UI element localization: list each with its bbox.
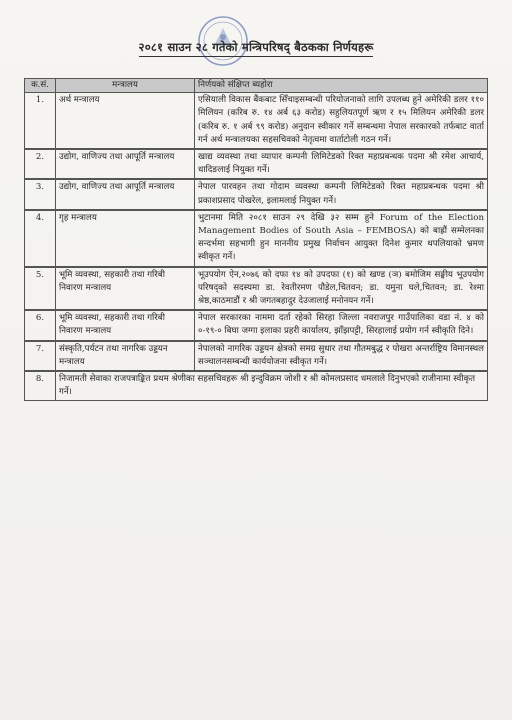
table-row bbox=[25, 149, 488, 179]
row-ministry: उद्योग, वाणिज्य तथा आपूर्ति मन्त्रालय bbox=[56, 179, 195, 209]
row-decision: भूउपयोग ऐन,२०७६ को दफा १४ को उपदफा (१) को खण्ड (ञ) बमोजिम सङ्घीय भूउपयोग परिषद्को सदस्यमा डा. रेवतीरमण पौडेल,चितवन; डा. यमुना घले,चितवन; डा. रेश्मा श्रेष्ठ,काठमाडौं र श्री जगतबहादुर देउजालाई मनोनयन गर्ने। bbox=[195, 267, 488, 311]
row-ministry: भूमि व्यवस्था, सहकारी तथा गरिबी निवारण मन्त्रालय bbox=[56, 267, 195, 311]
row-ministry: गृह मन्त्रालय bbox=[56, 210, 195, 267]
table-row bbox=[25, 179, 488, 209]
row-sn: 5. bbox=[25, 267, 56, 311]
row-decision: नेपालको नागरिक उड्डयन क्षेत्रको समग्र सुधार तथा गौतमबुद्ध र पोखरा अन्तर्राष्ट्रिय विमानस्थल सञ्चालनसम्बन्धी कार्ययोजना स्वीकृत गर्ने। bbox=[195, 341, 488, 371]
page-title: २०८१ साउन २८ गतेको मन्त्रिपरिषद् बैठकका निर्णयहरू bbox=[139, 40, 374, 57]
header-ministry: मन्त्रालय bbox=[56, 79, 195, 93]
row-sn: 7. bbox=[25, 341, 56, 371]
table-row bbox=[25, 93, 488, 149]
row-decision: नेपाल सरकारका नाममा दर्ता रहेको सिरहा जिल्ला नवराजपुर गाउँपालिका वडा नं. ४ को ०-१९-० बिघा जग्गा इलाका प्रहरी कार्यालय, झाँझपट्टी, सिरहालाई प्रयोग गर्न स्वीकृति दिने। bbox=[195, 310, 488, 340]
row-sn: 3. bbox=[25, 179, 56, 209]
row-decision: नेपाल पारवहन तथा गोदाम व्यवस्था कम्पनी लिमिटेडको रिक्त महाप्रबन्धक पदमा श्री प्रकाशप्रसाद पोखरेल, इलामलाई नियुक्त गर्ने। bbox=[195, 179, 488, 209]
row-sn: 1. bbox=[25, 93, 56, 149]
table-row bbox=[25, 371, 488, 401]
row-decision: भुटानमा मिति २०८१ साउन २९ देखि ३२ सम्म हुने Forum of the Election Management Bodies of South Asia – FEMBOSA) को बाह्रौं सम्मेलनका सन्दर्भमा सहभागी हुन माननीय प्रमुख निर्वाचन आयुक्त दिनेश कुमार थपलियाको भ्रमण स्वीकृत गर्ने। bbox=[195, 210, 488, 267]
row-sn: 2. bbox=[25, 149, 56, 179]
row-ministry: उद्योग, वाणिज्य तथा आपूर्ति मन्त्रालय bbox=[56, 149, 195, 179]
table-row bbox=[25, 310, 488, 340]
decisions-table bbox=[24, 78, 488, 401]
row-sn: 8. bbox=[25, 371, 56, 401]
table-row bbox=[25, 267, 488, 311]
row-ministry: संस्कृति,पर्यटन तथा नागरिक उड्डयन मन्त्रालय bbox=[56, 341, 195, 371]
table-row bbox=[25, 341, 488, 371]
row-decision: खाद्य व्यवस्था तथा व्यापार कम्पनी लिमिटेडको रिक्त महाप्रबन्धक पदमा श्री रमेश आचार्य, धादिङलाई नियुक्त गर्ने। bbox=[195, 149, 488, 179]
table-row bbox=[25, 210, 488, 267]
table-header-row bbox=[25, 79, 488, 93]
row-sn: 6. bbox=[25, 310, 56, 340]
row-sn: 4. bbox=[25, 210, 56, 267]
row-ministry: भूमि व्यवस्था, सहकारी तथा गरिबी निवारण मन्त्रालय bbox=[56, 310, 195, 340]
header-decision: निर्णयको संक्षिप्त ब्यहोरा bbox=[195, 79, 488, 93]
row-decision-merged: निजामती सेवाका राजपत्राङ्कित प्रथम श्रेणीका सहसचिवहरू श्री इन्दुविक्रम जोशी र श्री कोमलप्रसाद धमलाले दिनुभएको राजीनामा स्वीकृत गर्ने। bbox=[56, 371, 488, 401]
row-decision: एसियाली विकास बैंकबाट सिँचाइसम्बन्धी परियोजनाको लागि उपलब्ध हुने अमेरिकी डलर ११० मिलियन (करिब रु. १४ अर्ब ६३ करोड) सहुलियतपूर्ण ऋण र १५ मिलियन अमेरिकी डलर (करिब रु. १ अर्ब ९९ करोड) अनुदान स्वीकार गर्ने सम्बन्धमा नेपाल सरकारको तर्फबाट वार्ता गर्न अर्थ मन्त्रालयका सहसचिवको नेतृत्वमा वार्ताटोली गठन गर्ने। bbox=[195, 93, 488, 149]
header-sn: क.सं. bbox=[25, 79, 56, 93]
row-ministry: अर्थ मन्त्रालय bbox=[56, 93, 195, 149]
